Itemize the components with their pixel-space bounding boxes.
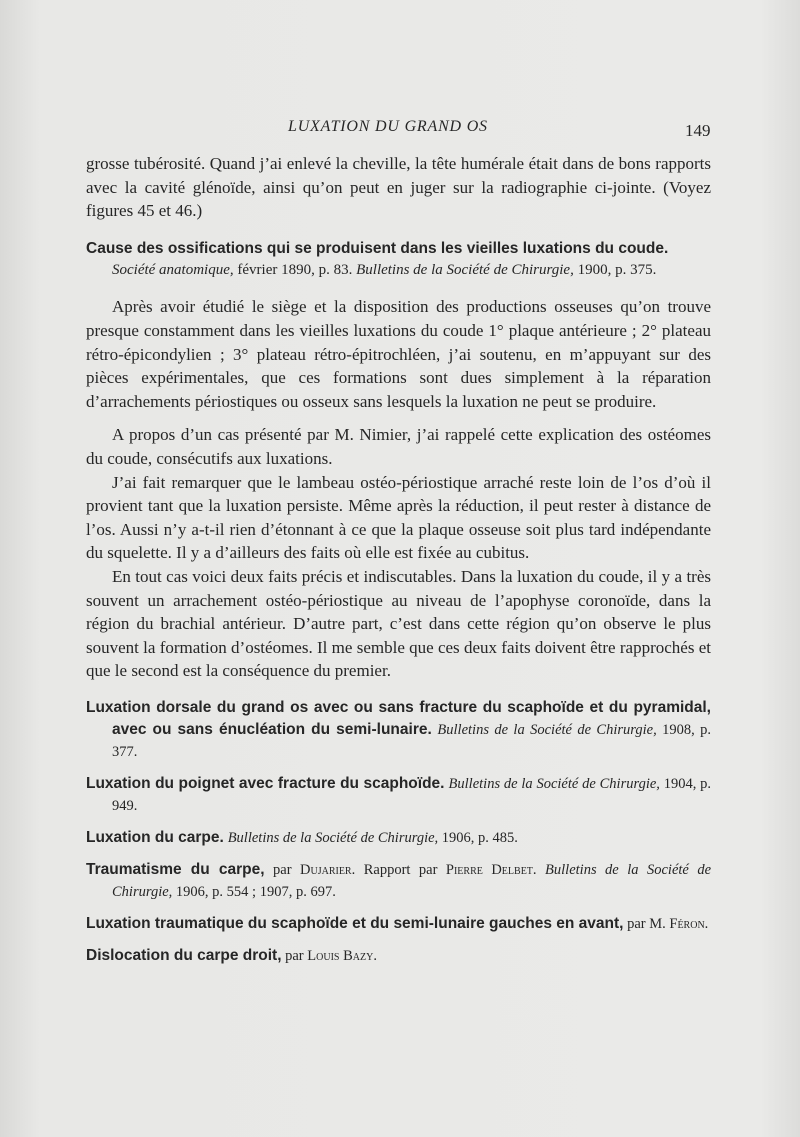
entry-title: Luxation du poignet avec fracture du scaphoïde.: [86, 774, 445, 792]
running-title: LUXATION DU GRAND OS: [288, 118, 488, 135]
entry-dot: .: [532, 861, 546, 878]
entry-journal: Bulletins de la Société de Chirurgie,: [112, 861, 712, 900]
entry-by: par: [264, 861, 301, 878]
paragraph: A propos d’un cas présenté par M. Nimier, j’ai rappelé cette explication des ostéomes du coude, consécutifs aux luxations.: [86, 425, 711, 468]
bibliography-entry: [86, 773, 712, 817]
reference-journal: Société anatomique,: [112, 262, 234, 279]
reference-details: février 1890, p. 83.: [233, 262, 357, 279]
entry-by: par M.: [623, 915, 670, 932]
entry-title: Luxation traumatique du scaphoïde et du semi-lunaire gauches en avant,: [86, 914, 624, 932]
bibliography-entry: [86, 945, 711, 967]
intro-paragraph: grosse tubérosité. Quand j’ai enlevé la cheville, la tête humérale était dans de bons rapports avec la cavité glénoïde, ainsi qu’on peut en juger sur la radiographie ci-jointe. (Voyez figures 45 et 46.): [86, 154, 711, 221]
entry-journal: Bulletins de la Société de Chirurgie,: [437, 721, 657, 738]
entry-report: . Rapport par: [351, 861, 446, 878]
section-references: [112, 260, 711, 281]
reference-journal: Bulletins de la Société de Chirurgie,: [356, 262, 574, 279]
entry-dot: .: [373, 947, 377, 964]
entry-author: Féron: [669, 915, 705, 932]
entry-by: par: [281, 947, 308, 964]
paragraph: Après avoir étudié le siège et la disposition des productions osseuses qu’on trouve presque constamment dans les vieilles luxations du coude 1° plaque antérieure ; 2° plateau rétro-épicondylien ; 3° plateau rétro-épitrochléen, j’ai soutenu, en m’appuyant sur des pièces expérimentales, que ces formations sont dues simplement à la réparation d’arrachements périostiques ou osseux sans lesquels la luxation ne peut se produire.: [86, 297, 711, 411]
entry-details: 1906, p. 485.: [438, 829, 518, 846]
entry-title: Dislocation du carpe droit,: [86, 946, 282, 964]
page-number: 149: [685, 121, 711, 140]
entry-reporter: Pierre Delbet: [445, 861, 533, 878]
bibliography-entry: [86, 827, 711, 849]
page-body: [86, 152, 711, 967]
paragraph: En tout cas voici deux faits précis et indiscutables. Dans la luxation du coude, il y a très souvent un arrachement ostéo-périostique au niveau de l’apophyse coronoïde, dans la région du brachial antérieur. D’autre part, c’est dans cette région qu’on observe le plus souvent la formation d’ostéomes. Il me semble que ces deux faits doivent être rapprochés et que le second est la conséquence du premier.: [86, 566, 711, 681]
bibliography-entry: [86, 913, 711, 935]
paragraph: J’ai fait remarquer que le lambeau ostéo-périostique arraché reste loin de l’os d’où il provient tant que la luxation persiste. Même après la réduction, il peut rester à distance de l’os. Aussi n’y a-t-il rien d’étonnant à ce que la plaque osseuse soit plus tard indépendante du squelette. Il y a d’ailleurs des faits où elle est fixée au cubitus.: [86, 472, 711, 563]
entry-title: Traumatisme du carpe,: [86, 860, 265, 878]
entry-details: 1908, p. 377.: [112, 721, 711, 760]
entry-details: 1904, p. 949.: [112, 775, 712, 814]
entry-title: Luxation dorsale du grand os avec ou sans fracture du scaphoïde et du pyramidal, avec ou sans énucléation du semi-lunaire.: [86, 698, 711, 738]
entry-dot: .: [704, 915, 709, 932]
entry-details: 1906, p. 554 ; 1907, p. 697.: [172, 883, 336, 900]
bibliography-entry: [86, 697, 711, 763]
section-heading: Cause des ossifications qui se produisent dans les vieilles luxations du coude.: [86, 239, 669, 257]
entry-journal: Bulletins de la Société de Chirurgie,: [448, 775, 660, 792]
reference-details: 1900, p. 375.: [573, 262, 657, 279]
page-header: [0, 118, 800, 142]
bibliography-entry: [86, 859, 712, 903]
entry-author: Dujarier: [300, 861, 352, 878]
entry-title: Luxation du carpe.: [86, 828, 224, 846]
entry-journal: Bulletins de la Société de Chirurgie,: [227, 829, 439, 846]
entry-author: Louis Bazy: [307, 947, 374, 964]
